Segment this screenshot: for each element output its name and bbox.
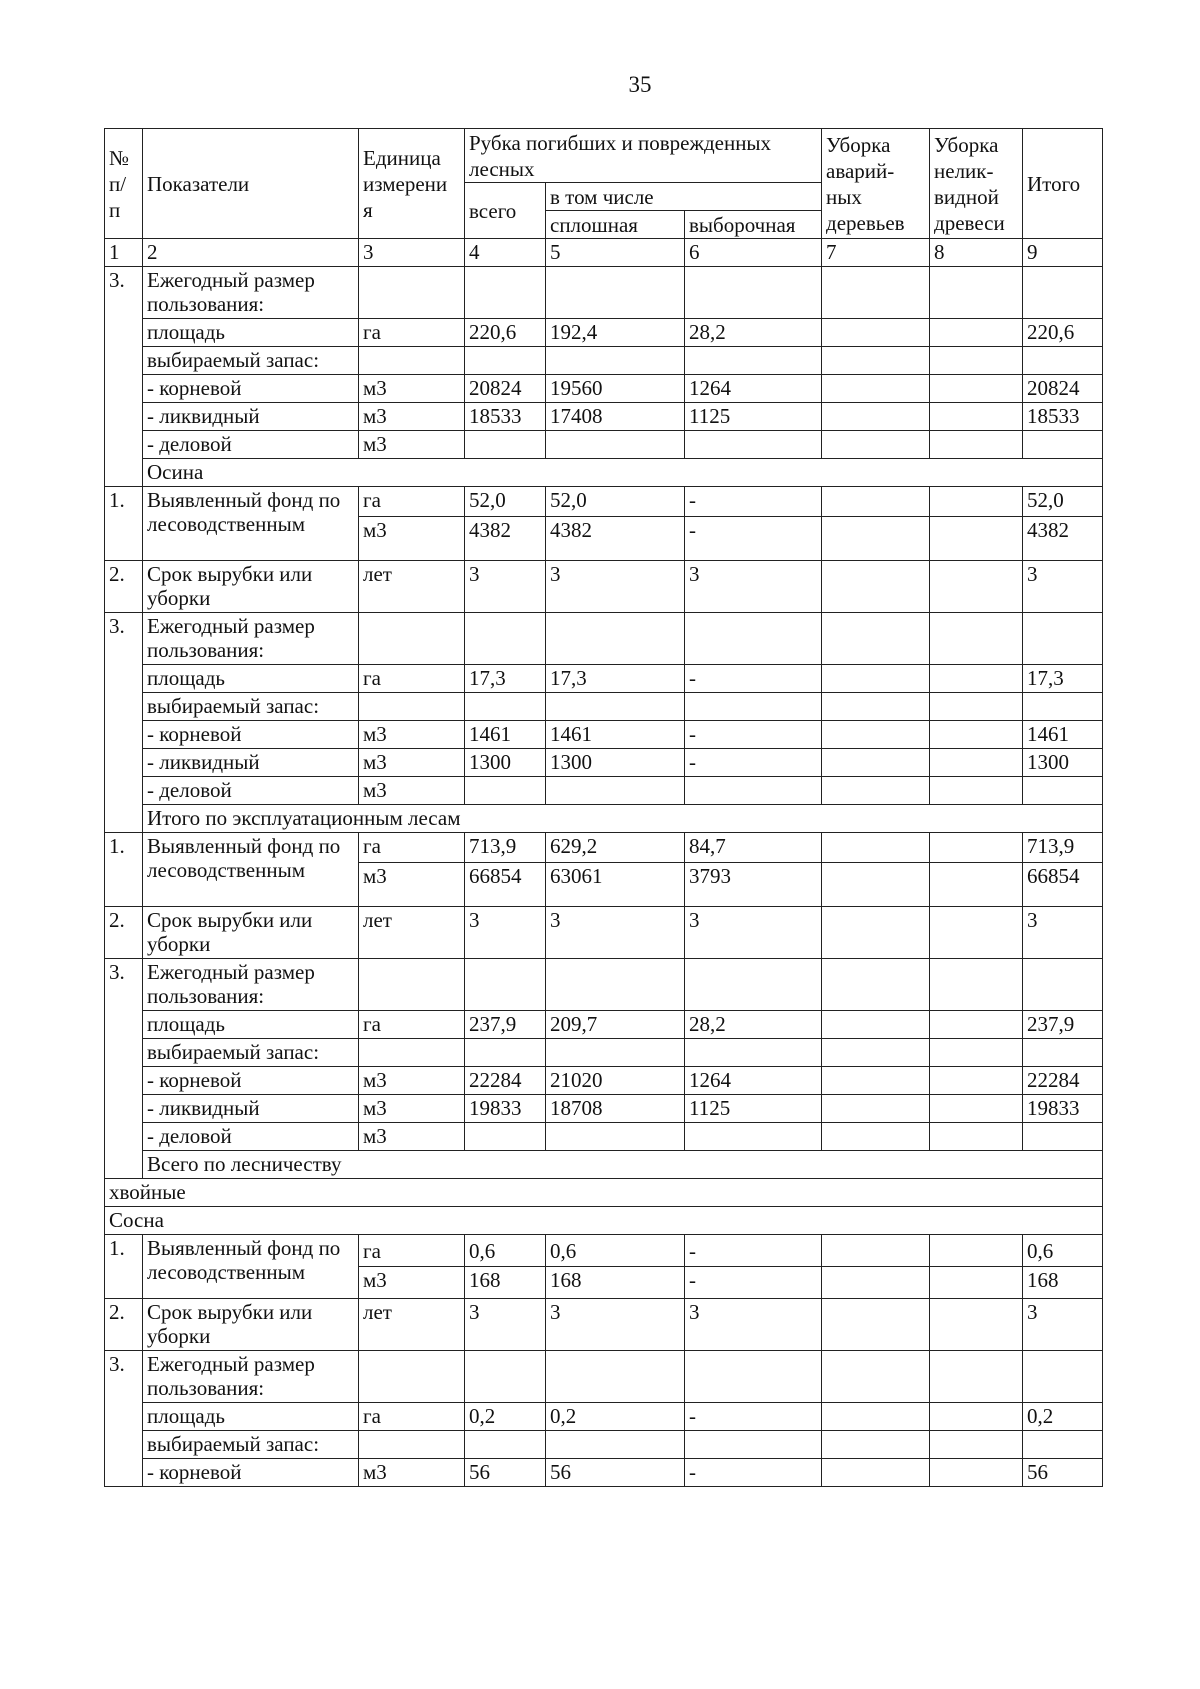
header-unit: Единица измерени я — [359, 129, 465, 239]
row-label: - корневой — [143, 375, 359, 403]
value-cell: - — [685, 1403, 822, 1431]
value-cell: 56 — [1023, 1459, 1103, 1487]
section-row — [105, 1151, 1103, 1179]
unit-cell: лет — [359, 907, 465, 959]
table-row — [105, 959, 1103, 1011]
unit-cell: м3 — [359, 1267, 465, 1299]
header-selective: выборочная — [685, 211, 822, 239]
table-row — [105, 403, 1103, 431]
forest-usage-table — [104, 128, 1103, 1487]
value-cell: 220,6 — [465, 319, 546, 347]
col-number: 8 — [930, 239, 1023, 267]
value-cell: - — [685, 665, 822, 693]
value-cell: 52,0 — [1023, 487, 1103, 517]
table-row — [105, 1299, 1103, 1351]
unit-cell: м3 — [359, 403, 465, 431]
value-cell: 3 — [685, 907, 822, 959]
value-cell: 1125 — [685, 1095, 822, 1123]
value-cell: - — [685, 487, 822, 517]
row-label: площадь — [143, 665, 359, 693]
table-row — [105, 613, 1103, 665]
section-title: Всего по лесничеству — [143, 1151, 1103, 1179]
unit-cell: м3 — [359, 862, 465, 906]
col-number: 2 — [143, 239, 359, 267]
value-cell: 56 — [546, 1459, 685, 1487]
value-cell: - — [685, 516, 822, 560]
value-cell: 192,4 — [546, 319, 685, 347]
row-number: 1. — [105, 1235, 143, 1299]
value-cell: - — [685, 1267, 822, 1299]
value-cell: 3 — [546, 561, 685, 613]
value-cell: 1461 — [465, 721, 546, 749]
unit-cell: м3 — [359, 1095, 465, 1123]
col-number: 7 — [822, 239, 930, 267]
value-cell: 1300 — [465, 749, 546, 777]
unit-cell: м3 — [359, 777, 465, 805]
value-cell: 22284 — [465, 1067, 546, 1095]
value-cell: 209,7 — [546, 1011, 685, 1039]
table-row — [105, 347, 1103, 375]
table-row — [105, 1459, 1103, 1487]
value-cell: 168 — [465, 1267, 546, 1299]
value-cell: 20824 — [1023, 375, 1103, 403]
section-row — [105, 805, 1103, 833]
value-cell: 19833 — [465, 1095, 546, 1123]
unit-cell: м3 — [359, 516, 465, 560]
section-row — [105, 1207, 1103, 1235]
value-cell: - — [685, 1235, 822, 1267]
col-number: 5 — [546, 239, 685, 267]
row-label: - деловой — [143, 1123, 359, 1151]
value-cell: 168 — [1023, 1267, 1103, 1299]
value-cell: 1300 — [1023, 749, 1103, 777]
table-row — [105, 721, 1103, 749]
table-row — [105, 487, 1103, 517]
value-cell: 3793 — [685, 862, 822, 906]
value-cell: 0,2 — [1023, 1403, 1103, 1431]
value-cell: 3 — [1023, 907, 1103, 959]
value-cell: 18533 — [465, 403, 546, 431]
section-row — [105, 459, 1103, 487]
table-row — [105, 267, 1103, 319]
row-number: 3. — [105, 267, 143, 487]
unit-cell: га — [359, 1011, 465, 1039]
col-number: 3 — [359, 239, 465, 267]
value-cell: - — [685, 721, 822, 749]
header-total: Итого — [1023, 129, 1103, 239]
row-number: 1. — [105, 833, 143, 907]
header-total-all: всего — [465, 183, 546, 239]
value-cell: 52,0 — [465, 487, 546, 517]
value-cell: 18708 — [546, 1095, 685, 1123]
row-number: 2. — [105, 1299, 143, 1351]
row-label: Выявленный фонд по лесоводственным — [143, 833, 359, 907]
unit-cell: га — [359, 487, 465, 517]
value-cell: 1264 — [685, 1067, 822, 1095]
value-cell: 18533 — [1023, 403, 1103, 431]
row-label: Ежегодный размер пользования: — [143, 267, 359, 319]
page-number: 35 — [628, 72, 652, 97]
table-row — [105, 1123, 1103, 1151]
row-label: Срок вырубки или уборки — [143, 561, 359, 613]
row-label: площадь — [143, 1011, 359, 1039]
row-label: выбираемый запас: — [143, 1431, 359, 1459]
row-label: площадь — [143, 319, 359, 347]
row-label: Ежегодный размер пользования: — [143, 959, 359, 1011]
row-label: - деловой — [143, 431, 359, 459]
table-row — [105, 375, 1103, 403]
value-cell: 3 — [685, 1299, 822, 1351]
table-row — [105, 665, 1103, 693]
value-cell: 63061 — [546, 862, 685, 906]
header-indicators: Показатели — [143, 129, 359, 239]
row-label: Срок вырубки или уборки — [143, 907, 359, 959]
unit-cell: лет — [359, 561, 465, 613]
row-label: Ежегодный размер пользования: — [143, 613, 359, 665]
header-solid: сплошная — [546, 211, 685, 239]
value-cell: 3 — [465, 561, 546, 613]
unit-cell: га — [359, 665, 465, 693]
row-number: 3. — [105, 959, 143, 1179]
value-cell: 0,2 — [465, 1403, 546, 1431]
section-title: Осина — [143, 459, 1103, 487]
row-label: выбираемый запас: — [143, 693, 359, 721]
unit-cell: м3 — [359, 375, 465, 403]
value-cell: 3 — [685, 561, 822, 613]
value-cell: 1461 — [546, 721, 685, 749]
unit-cell: м3 — [359, 431, 465, 459]
value-cell: 17,3 — [1023, 665, 1103, 693]
value-cell: 21020 — [546, 1067, 685, 1095]
value-cell: 52,0 — [546, 487, 685, 517]
unit-cell: га — [359, 319, 465, 347]
row-number: 1. — [105, 487, 143, 561]
value-cell: 4382 — [546, 516, 685, 560]
column-numbers-row — [105, 239, 1103, 267]
value-cell: 17,3 — [546, 665, 685, 693]
value-cell: 0,6 — [1023, 1235, 1103, 1267]
row-label: Выявленный фонд по лесоводственным — [143, 1235, 359, 1299]
value-cell: 19560 — [546, 375, 685, 403]
unit-cell: м3 — [359, 721, 465, 749]
value-cell: - — [685, 749, 822, 777]
header-including: в том числе — [546, 183, 822, 211]
value-cell: 3 — [465, 907, 546, 959]
value-cell: 713,9 — [465, 833, 546, 863]
value-cell: 1125 — [685, 403, 822, 431]
row-label: - деловой — [143, 777, 359, 805]
value-cell: 17,3 — [465, 665, 546, 693]
value-cell: 56 — [465, 1459, 546, 1487]
value-cell: 4382 — [465, 516, 546, 560]
unit-cell: га — [359, 1403, 465, 1431]
value-cell: 220,6 — [1023, 319, 1103, 347]
value-cell: 1300 — [546, 749, 685, 777]
header-row — [105, 129, 1103, 183]
section-title: Итого по эксплуатационным лесам — [143, 805, 1103, 833]
header-illiquid: Уборка нелик- видной древеси — [930, 129, 1023, 239]
header-num: № п/ п — [105, 129, 143, 239]
table-row — [105, 749, 1103, 777]
value-cell: 28,2 — [685, 1011, 822, 1039]
row-label: выбираемый запас: — [143, 1039, 359, 1067]
value-cell: 1264 — [685, 375, 822, 403]
value-cell: 237,9 — [465, 1011, 546, 1039]
table-row — [105, 693, 1103, 721]
table-row — [105, 1351, 1103, 1403]
value-cell: 3 — [465, 1299, 546, 1351]
table-row — [105, 1235, 1103, 1267]
row-number: 2. — [105, 907, 143, 959]
unit-cell: м3 — [359, 1123, 465, 1151]
value-cell: 3 — [546, 907, 685, 959]
row-label: - ликвидный — [143, 749, 359, 777]
col-number: 1 — [105, 239, 143, 267]
value-cell: 19833 — [1023, 1095, 1103, 1123]
value-cell: 22284 — [1023, 1067, 1103, 1095]
unit-cell: лет — [359, 1299, 465, 1351]
table-row — [105, 561, 1103, 613]
row-label: - корневой — [143, 1067, 359, 1095]
table-row — [105, 1095, 1103, 1123]
row-label: Срок вырубки или уборки — [143, 1299, 359, 1351]
section-title: Сосна — [105, 1207, 1103, 1235]
value-cell: 237,9 — [1023, 1011, 1103, 1039]
row-label: площадь — [143, 1403, 359, 1431]
value-cell: 713,9 — [1023, 833, 1103, 863]
table-row — [105, 1067, 1103, 1095]
table-row — [105, 907, 1103, 959]
table-row — [105, 833, 1103, 863]
table-row — [105, 1403, 1103, 1431]
value-cell: 1461 — [1023, 721, 1103, 749]
unit-cell: га — [359, 833, 465, 863]
value-cell: 20824 — [465, 375, 546, 403]
value-cell: 0,6 — [546, 1235, 685, 1267]
table-row — [105, 1011, 1103, 1039]
table-row — [105, 1431, 1103, 1459]
value-cell: 168 — [546, 1267, 685, 1299]
table-row — [105, 431, 1103, 459]
value-cell: 3 — [546, 1299, 685, 1351]
row-number: 2. — [105, 561, 143, 613]
row-label: - корневой — [143, 1459, 359, 1487]
col-number: 4 — [465, 239, 546, 267]
table-row — [105, 319, 1103, 347]
value-cell: 0,6 — [465, 1235, 546, 1267]
value-cell: 629,2 — [546, 833, 685, 863]
row-label: - ликвидный — [143, 403, 359, 431]
row-label: - ликвидный — [143, 1095, 359, 1123]
unit-cell: м3 — [359, 1459, 465, 1487]
value-cell: 84,7 — [685, 833, 822, 863]
row-label: выбираемый запас: — [143, 347, 359, 375]
section-title: хвойные — [105, 1179, 1103, 1207]
value-cell: 66854 — [465, 862, 546, 906]
value-cell: 17408 — [546, 403, 685, 431]
unit-cell: м3 — [359, 1067, 465, 1095]
unit-cell: га — [359, 1235, 465, 1267]
col-number: 6 — [685, 239, 822, 267]
section-row — [105, 1179, 1103, 1207]
col-number: 9 — [1023, 239, 1103, 267]
row-label: - корневой — [143, 721, 359, 749]
header-emergency: Уборка аварий- ных деревьев — [822, 129, 930, 239]
unit-cell: м3 — [359, 749, 465, 777]
value-cell: - — [685, 1459, 822, 1487]
table-row — [105, 1039, 1103, 1067]
table-row — [105, 777, 1103, 805]
value-cell: 3 — [1023, 1299, 1103, 1351]
row-label: Выявленный фонд по лесоводственным — [143, 487, 359, 561]
header-felling: Рубка погибших и поврежденных лесных — [465, 129, 822, 183]
value-cell: 4382 — [1023, 516, 1103, 560]
row-label: Ежегодный размер пользования: — [143, 1351, 359, 1403]
row-number: 3. — [105, 1351, 143, 1487]
row-number: 3. — [105, 613, 143, 833]
value-cell: 3 — [1023, 561, 1103, 613]
value-cell: 66854 — [1023, 862, 1103, 906]
value-cell: 0,2 — [546, 1403, 685, 1431]
value-cell: 28,2 — [685, 319, 822, 347]
